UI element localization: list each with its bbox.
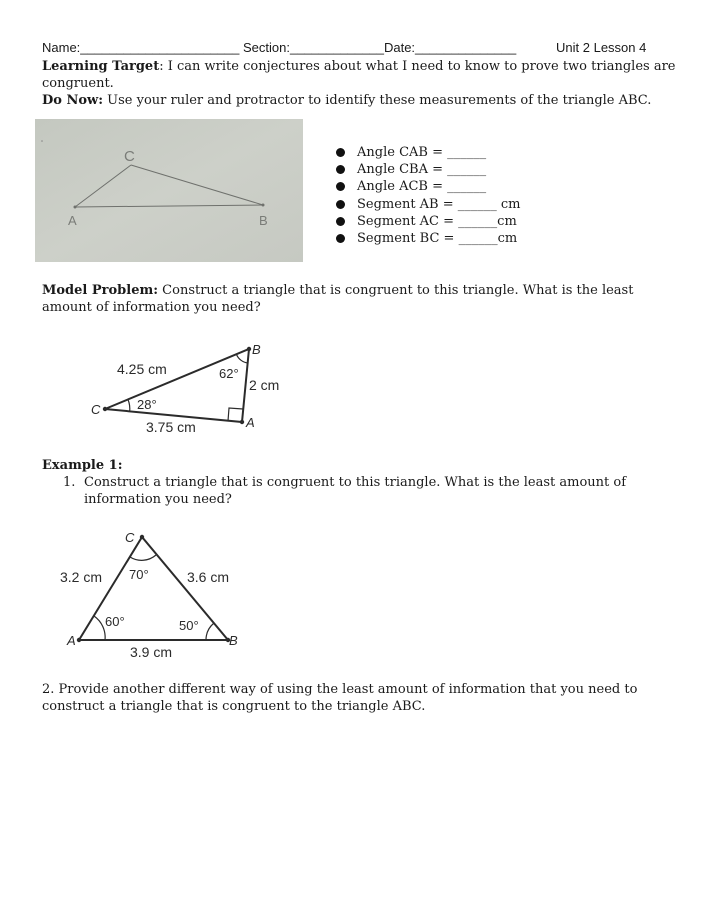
- vertex-a-label: A: [246, 415, 255, 430]
- photo-vertex-c: C: [124, 148, 135, 165]
- angle-c-arc: [128, 400, 130, 413]
- example-1-item-2-text-2: construct a triangle that is congruent to the triangle ABC.: [42, 699, 426, 714]
- vertex-b-label: B: [252, 342, 261, 357]
- bullet-icon: [336, 165, 345, 174]
- measurement-segment-ac: Segment AC = ______cm: [357, 213, 517, 229]
- list-item: [336, 230, 521, 247]
- example-triangle-figure: [58, 526, 248, 666]
- side-ca-label: 3.75 cm: [146, 419, 196, 435]
- unit-lesson-label: Unit 2 Lesson 4: [556, 40, 647, 55]
- bullet-icon: [336, 200, 345, 209]
- learning-target-text-2: congruent.: [42, 76, 114, 91]
- side-cb-label: 3.6 cm: [187, 569, 230, 585]
- side-ab-label: 3.9 cm: [130, 644, 173, 660]
- model-problem: [42, 282, 702, 316]
- vertex-c-label: C: [91, 402, 101, 417]
- example-1-item-2: [42, 681, 702, 715]
- angle-b-arc: [206, 623, 214, 640]
- right-triangle-outline: [105, 349, 249, 422]
- list-item: [336, 178, 521, 195]
- example-1-item-2-text-1: 2. Provide another different way of using the least amount of information that you need to: [42, 682, 638, 697]
- photo-vertex-b: B: [259, 213, 268, 228]
- learning-target-text-1: : I can write conjectures about what I need to know to prove two triangles are: [159, 59, 676, 74]
- learning-target: [42, 58, 702, 92]
- example-1-item-1-text-1: Construct a triangle that is congruent to this triangle. What is the least amount of: [84, 475, 627, 490]
- example-1-item-number: 1.: [63, 475, 76, 490]
- model-problem-text-1: Construct a triangle that is congruent to this triangle. What is the least: [158, 283, 634, 298]
- date-blank: ______________: [415, 40, 517, 55]
- measurement-segment-bc: Segment BC = ______cm: [357, 231, 518, 247]
- vertex-c-label: C: [125, 530, 135, 545]
- measurement-segment-ab: Segment AB = ______ cm: [357, 196, 521, 212]
- measurement-angle-cba: Angle CBA = ______: [357, 162, 487, 178]
- angle-c-arc: [130, 555, 156, 560]
- example-1-item-1-text-2: information you need?: [84, 492, 232, 507]
- angle-c-label: 70°: [129, 567, 149, 582]
- triangle-photo: [35, 119, 303, 262]
- measurement-list: [336, 144, 521, 247]
- model-problem-text-2: amount of information you need?: [42, 300, 261, 315]
- side-ca-label: 3.2 cm: [60, 569, 103, 585]
- list-item: [336, 161, 521, 178]
- name-blank: ______________________: [80, 40, 240, 55]
- section-blank: _____________: [289, 40, 384, 55]
- bullet-icon: [336, 148, 345, 157]
- do-now-text: Use your ruler and protractor to identify these measurements of the triangle ABC.: [103, 93, 652, 108]
- measurement-angle-acb: Angle ACB = ______: [357, 179, 487, 195]
- side-cb-label: 4.25 cm: [117, 361, 167, 377]
- bullet-icon: [336, 217, 345, 226]
- bullet-icon: [336, 182, 345, 191]
- angle-b-arc: [237, 355, 249, 364]
- angle-c-label: 28°: [137, 397, 157, 412]
- angle-b-label: 62°: [219, 366, 239, 381]
- do-now: [42, 92, 702, 109]
- model-problem-label: Model Problem:: [42, 283, 159, 298]
- list-item: [336, 213, 521, 230]
- vertex-a-label: A: [67, 633, 76, 648]
- bullet-icon: [336, 234, 345, 243]
- list-item: [336, 144, 521, 161]
- name-label: Name:: [42, 40, 81, 55]
- side-ba-label: 2 cm: [249, 377, 280, 393]
- example-1-label: Example 1:: [42, 458, 123, 473]
- learning-target-label: Learning Target: [42, 59, 160, 74]
- photo-vertex-a: A: [68, 213, 77, 228]
- angle-b-label: 50°: [179, 618, 199, 633]
- right-angle-mark: [228, 408, 243, 421]
- angle-a-label: 60°: [105, 614, 125, 629]
- measurement-angle-cab: Angle CAB = ______: [357, 145, 487, 161]
- list-item: [336, 196, 521, 213]
- right-triangle-figure: [88, 338, 298, 438]
- vertex-b-label: B: [229, 633, 238, 648]
- triangle-photo-drawing: [35, 119, 303, 262]
- example-1-item-1: [84, 474, 684, 508]
- angle-a-arc: [94, 616, 105, 640]
- worksheet-header: [42, 40, 682, 55]
- date-label: Date:: [383, 40, 416, 55]
- do-now-label: Do Now:: [42, 93, 104, 108]
- section-label: Section:: [242, 40, 290, 55]
